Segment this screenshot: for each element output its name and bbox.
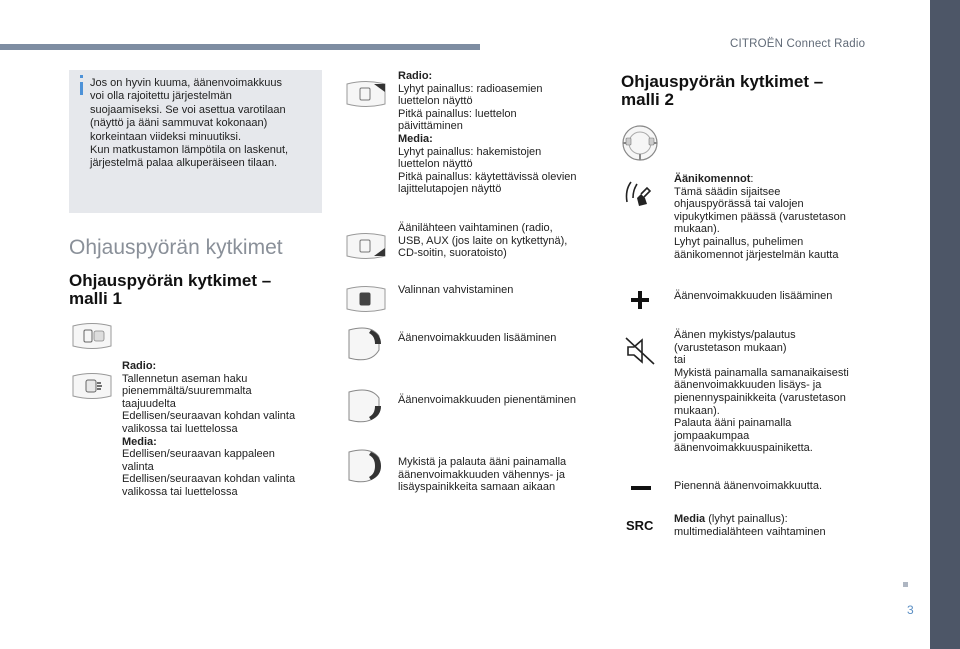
desc-line: Äänenvoimakkuuden lisääminen	[674, 290, 833, 302]
desc-line: tai	[674, 354, 686, 367]
desc-line: Tallennetun aseman haku	[122, 372, 248, 385]
info-line: korkeintaan viideksi minuutiksi.	[90, 130, 242, 143]
info-icon-bar	[80, 82, 83, 95]
volume-up-description-model2	[674, 290, 832, 303]
mute-description	[398, 456, 566, 494]
steering-confirm-button-icon	[344, 285, 388, 313]
desc-line: pienennyspainikkeita (varustetason	[674, 391, 846, 404]
desc-line: CD-soitin, suoratoisto)	[398, 247, 507, 260]
model1-heading-line: malli 1	[69, 289, 122, 308]
volume-up-lever-icon	[345, 324, 387, 364]
desc-line: Pitkä painallus: luettelon	[398, 107, 517, 120]
desc-line: valikossa tai luettelossa	[122, 422, 238, 435]
volume-down-lever-icon	[345, 386, 387, 426]
desc-line: Edellisen/seuraavan kohdan valinta	[122, 473, 296, 486]
desc-line: Pitkä painallus: käytettävissä olevien	[398, 170, 577, 183]
desc-line: Edellisen/seuraavan kappaleen	[122, 448, 275, 461]
plus-icon	[630, 290, 650, 310]
header-bar	[0, 44, 480, 50]
desc-line: valinta	[122, 460, 154, 473]
minus-icon	[630, 484, 652, 492]
desc-line: luettelon näyttö	[398, 158, 473, 171]
voice-command-colon: :	[750, 173, 754, 185]
desc-line	[674, 173, 846, 186]
voice-command-icon	[623, 180, 653, 208]
desc-line: USB, AUX (jos laite on kytkettynä),	[398, 234, 568, 247]
voice-command-description	[674, 173, 846, 261]
desc-line: Valinnan vahvistaminen	[398, 284, 514, 296]
desc-line: Lyhyt painallus, puhelimen	[674, 235, 804, 248]
section-title: Ohjauspyörän kytkimet	[69, 236, 283, 259]
desc-line: ohjauspyörässä tai valojen	[674, 198, 804, 211]
side-edge-strip	[930, 0, 960, 649]
volume-down-description-model2	[674, 480, 822, 493]
info-line: Kun matkustamon lämpötila on laskenut,	[90, 144, 289, 157]
desc-line: Pienennä äänenvoimakkuutta.	[674, 480, 822, 492]
desc-line: Palauta ääni painamalla	[674, 417, 792, 430]
desc-line: Mykistä painamalla samanaikaisesti	[674, 366, 849, 379]
voice-command-label: Äänikomennot	[674, 173, 751, 185]
src-icon: SRC	[626, 518, 654, 533]
page-number: 3	[907, 603, 914, 617]
desc-line: mukaan).	[674, 223, 720, 236]
mute-icon	[624, 336, 656, 366]
info-line: voi olla rajoitettu järjestelmän	[90, 90, 232, 103]
model1-rotary-description	[122, 360, 295, 499]
volume-down-description	[398, 394, 576, 407]
src-description	[674, 513, 826, 538]
info-line: Jos on hyvin kuuma, äänenvoimakkuus	[90, 77, 282, 89]
model2-heading	[621, 73, 823, 109]
desc-line: Lyhyt painallus: radioasemien	[398, 82, 543, 95]
desc-line: Mykistä ja palauta ääni painamalla	[398, 456, 567, 468]
model1-heading	[69, 272, 271, 308]
media-label: Media	[674, 513, 706, 525]
info-line: suojaamiseksi. Se voi asettua varotilaan	[90, 103, 286, 116]
desc-line: äänikomennot järjestelmän kautta	[674, 248, 839, 261]
desc-line: Media:	[122, 435, 157, 448]
rotary-thumbwheel-icon	[70, 372, 114, 400]
desc-line: luettelon näyttö	[398, 95, 473, 108]
desc-line: mukaan).	[674, 404, 720, 417]
desc-line: äänenvoimakkuuden lisäys- ja	[674, 379, 822, 392]
desc-line: Media:	[398, 132, 433, 145]
desc-line: (varustetason mukaan)	[674, 341, 787, 354]
desc-line: lajittelutapojen näyttö	[398, 183, 502, 196]
desc-line: äänenvoimakkuuspainiketta.	[674, 442, 813, 455]
desc-line: Edellisen/seuraavan kohdan valinta	[122, 410, 296, 423]
model1-heading-line: Ohjauspyörän kytkimet –	[69, 271, 272, 290]
source-button-description	[398, 222, 567, 260]
desc-line: Äänen mykistys/palautus	[674, 329, 796, 341]
steering-list-button-icon	[344, 80, 388, 108]
desc-line: Lyhyt painallus: hakemistojen	[398, 145, 542, 158]
desc-line: Äänenvoimakkuuden pienentäminen	[398, 394, 576, 406]
desc-line	[674, 513, 826, 526]
desc-line: Radio:	[398, 70, 433, 82]
steering-source-button-icon	[344, 232, 388, 260]
model2-heading-line: malli 2	[621, 90, 674, 109]
desc-line: vipukytkimen päässä (varustetason	[674, 210, 846, 223]
desc-line: multimedialähteen vaihtaminen	[674, 525, 826, 538]
media-suffix: (lyhyt painallus):	[705, 513, 788, 525]
page-marker	[903, 582, 908, 587]
steering-wheel-icon	[618, 124, 662, 162]
desc-line: jompaakumpaa	[674, 429, 750, 442]
desc-line: äänenvoimakkuuden vähennys- ja	[398, 468, 565, 481]
brand-title: CITROËN Connect Radio	[730, 38, 866, 50]
desc-line: Tämä säädin sijaitsee	[674, 185, 781, 198]
info-line: (näyttö ja ääni sammuvat kokonaan)	[90, 117, 268, 130]
desc-line: lisäyspainikkeita samaan aikaan	[398, 481, 556, 494]
desc-line: Radio:	[122, 360, 157, 372]
info-box	[69, 70, 322, 213]
list-button-description	[398, 70, 577, 196]
confirm-button-description	[398, 284, 513, 297]
model2-heading-line: Ohjauspyörän kytkimet –	[621, 72, 824, 91]
desc-line: taajuudelta	[122, 397, 176, 410]
desc-line: valikossa tai luettelossa	[122, 485, 238, 498]
steering-control-top-icon	[70, 322, 114, 350]
mute-description-model2	[674, 329, 849, 455]
info-icon	[80, 75, 83, 78]
desc-line: Äänilähteen vaihtaminen (radio,	[398, 222, 553, 234]
info-text	[90, 77, 318, 171]
info-line: järjestelmä palaa alkuperäiseen tilaan.	[90, 157, 278, 170]
desc-line: päivittäminen	[398, 120, 463, 133]
desc-line: Äänenvoimakkuuden lisääminen	[398, 332, 557, 344]
mute-lever-icon	[345, 446, 387, 486]
volume-up-description	[398, 332, 556, 345]
desc-line: pienemmältä/suuremmalta	[122, 385, 252, 398]
